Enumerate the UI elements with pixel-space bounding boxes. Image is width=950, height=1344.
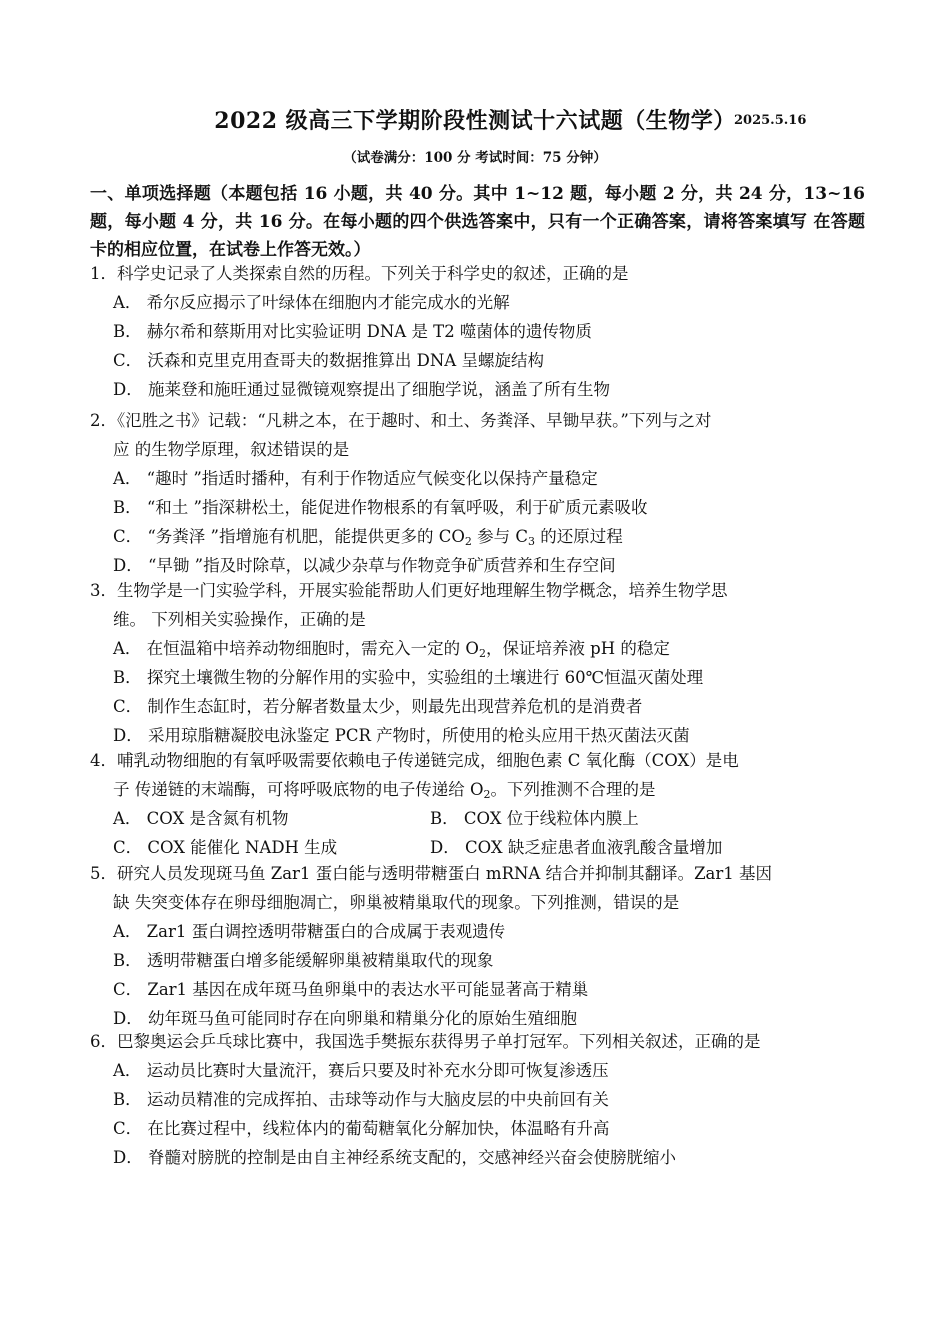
- option-c: C． 制作生态缸时，若分解者数量太少，则最先出现营养危机的是消费者: [113, 697, 643, 716]
- option-d: D． “早锄 ”指及时除草，以减少杂草与作物竞争矿质营养和生存空间: [113, 556, 616, 575]
- option-d: D． COX 缺乏症患者血液乳酸含量增加: [430, 838, 723, 857]
- option-a-text: A． 在恒温箱中培养动物细胞时，需充入一定的 O: [113, 639, 479, 658]
- question-stem-cont: 缺 失突变体存在卵母细胞凋亡，卵巢被精巢取代的现象。下列推测，错误的是: [113, 893, 680, 912]
- question-stem-cont: 应 的生物学原理，叙述错误的是: [113, 440, 350, 459]
- option-a: [90, 634, 865, 663]
- option-b: B． 赫尔希和蔡斯用对比实验证明 DNA 是 T2 噬菌体的遗传物质: [113, 322, 592, 341]
- option-a: A． COX 是含氮有机物: [113, 809, 289, 828]
- option-a: A． 运动员比赛时大量流汗，赛后只要及时补充水分即可恢复渗透压: [113, 1061, 609, 1080]
- question-stem: 4．哺乳动物细胞的有氧呼吸需要依赖电子传递链完成，细胞色素 C 氧化酶（COX）是电: [90, 751, 739, 770]
- question-stem: 5．研究人员发现斑马鱼 Zar1 蛋白能与透明带糖蛋白 mRNA 结合并抑制其翻译。Zar1 基因: [90, 864, 773, 883]
- question-stem-text: 子 传递链的末端酶，可将呼吸底物的电子传递给 O: [113, 780, 484, 799]
- option-c-text-mid: 参与 C: [471, 527, 529, 546]
- option-b: B． 运动员精准的完成挥拍、击球等动作与大脑皮层的中央前回有关: [113, 1090, 609, 1109]
- option-d: D． 采用琼脂糖凝胶电泳鉴定 PCR 产物时，所使用的枪头应用干热灭菌法灭菌: [113, 726, 690, 745]
- option-c: [90, 522, 865, 551]
- question-stem: 6．巴黎奥运会乒乓球比赛中，我国选手樊振东获得男子单打冠军。下列相关叙述，正确的是: [90, 1032, 761, 1051]
- question-3: [90, 576, 865, 750]
- option-b: B． COX 位于线粒体内膜上: [430, 809, 639, 828]
- question-stem: 1．科学史记录了人类探索自然的历程。下列关于科学史的叙述，正确的是: [90, 264, 629, 283]
- option-b: B． 透明带糖蛋白增多能缓解卵巢被精巢取代的现象: [113, 951, 494, 970]
- question-stem-cont: [90, 775, 865, 804]
- question-stem: 3．生物学是一门实验学科，开展实验能帮助人们更好地理解生物学概念，培养生物学思: [90, 581, 728, 600]
- option-a: A． “趣时 ”指适时播种，有利于作物适应气候变化以保持产量稳定: [113, 469, 598, 488]
- question-4: [90, 746, 865, 862]
- question-2: [90, 406, 865, 580]
- page-title: 2022 级高三下学期阶段性测试十六试题（生物学）: [214, 108, 736, 134]
- option-d: D． 幼年斑马鱼可能同时存在向卵巢和精巢分化的原始生殖细胞: [113, 1009, 577, 1028]
- exam-subtitle: （试卷满分：100 分 考试时间：75 分钟）: [343, 150, 607, 166]
- option-a: A． Zar1 蛋白调控透明带糖蛋白的合成属于表观遗传: [113, 922, 506, 941]
- question-stem-text-end: 。下列推测不合理的是: [490, 780, 656, 799]
- option-c: C． 在比赛过程中，线粒体内的葡萄糖氧化分解加快，体温略有升高: [113, 1119, 610, 1138]
- option-c-text: C． “务粪泽 ”指增施有机肥，能提供更多的 CO: [113, 527, 465, 546]
- subscript: 2: [478, 647, 486, 660]
- question-5: [90, 859, 865, 1033]
- option-c: C． Zar1 基因在成年斑马鱼卵巢中的表达水平可能显著高于精巢: [113, 980, 589, 999]
- subscript: 2: [483, 788, 491, 801]
- title-row: [0, 104, 950, 135]
- option-d: D． 脊髓对膀胱的控制是由自主神经系统支配的，交感神经兴奋会使膀胱缩小: [113, 1148, 676, 1167]
- subscript: 3: [528, 535, 536, 548]
- option-d: D． 施莱登和施旺通过显微镜观察提出了细胞学说，涵盖了所有生物: [113, 380, 610, 399]
- option-c-text-end: 的还原过程: [535, 527, 623, 546]
- option-a-text-end: ，保证培养液 pH 的稳定: [485, 639, 670, 658]
- exam-date: 2025.5.16: [734, 113, 807, 128]
- option-b: B． 探究土壤微生物的分解作用的实验中，实验组的土壤进行 60℃恒温灭菌处理: [113, 668, 704, 687]
- question-1: [90, 259, 865, 404]
- question-stem-cont: 维。 下列相关实验操作，正确的是: [113, 610, 366, 629]
- option-c: C． COX 能催化 NADH 生成: [113, 838, 338, 857]
- question-6: [90, 1027, 865, 1172]
- option-row-cd: [90, 833, 865, 862]
- option-b: B． “和土 ”指深耕松土，能促进作物根系的有氧呼吸，利于矿质元素吸收: [113, 498, 648, 517]
- section-heading: 一、单项选择题（本题包括 16 小题，共 40 分。其中 1~12 题，每小题 2 分，共 24 分，13~16 题，每小题 4 分，共 16 分。在每小题的四个供选答案中，只有一个正确答案，请将答案填写 在答题卡的相应位置，在试卷上作答无效。）: [90, 184, 865, 260]
- option-c: C． 沃森和克里克用查哥夫的数据推算出 DNA 呈螺旋结构: [113, 351, 544, 370]
- option-row-ab: [90, 804, 865, 833]
- option-a: A． 希尔反应揭示了叶绿体在细胞内才能完成水的光解: [113, 293, 510, 312]
- subscript: 2: [464, 535, 472, 548]
- question-stem: 2．《氾胜之书》记载：“凡耕之本，在于趣时、和土、务粪泽、早锄早获。”下列与之对: [90, 411, 712, 430]
